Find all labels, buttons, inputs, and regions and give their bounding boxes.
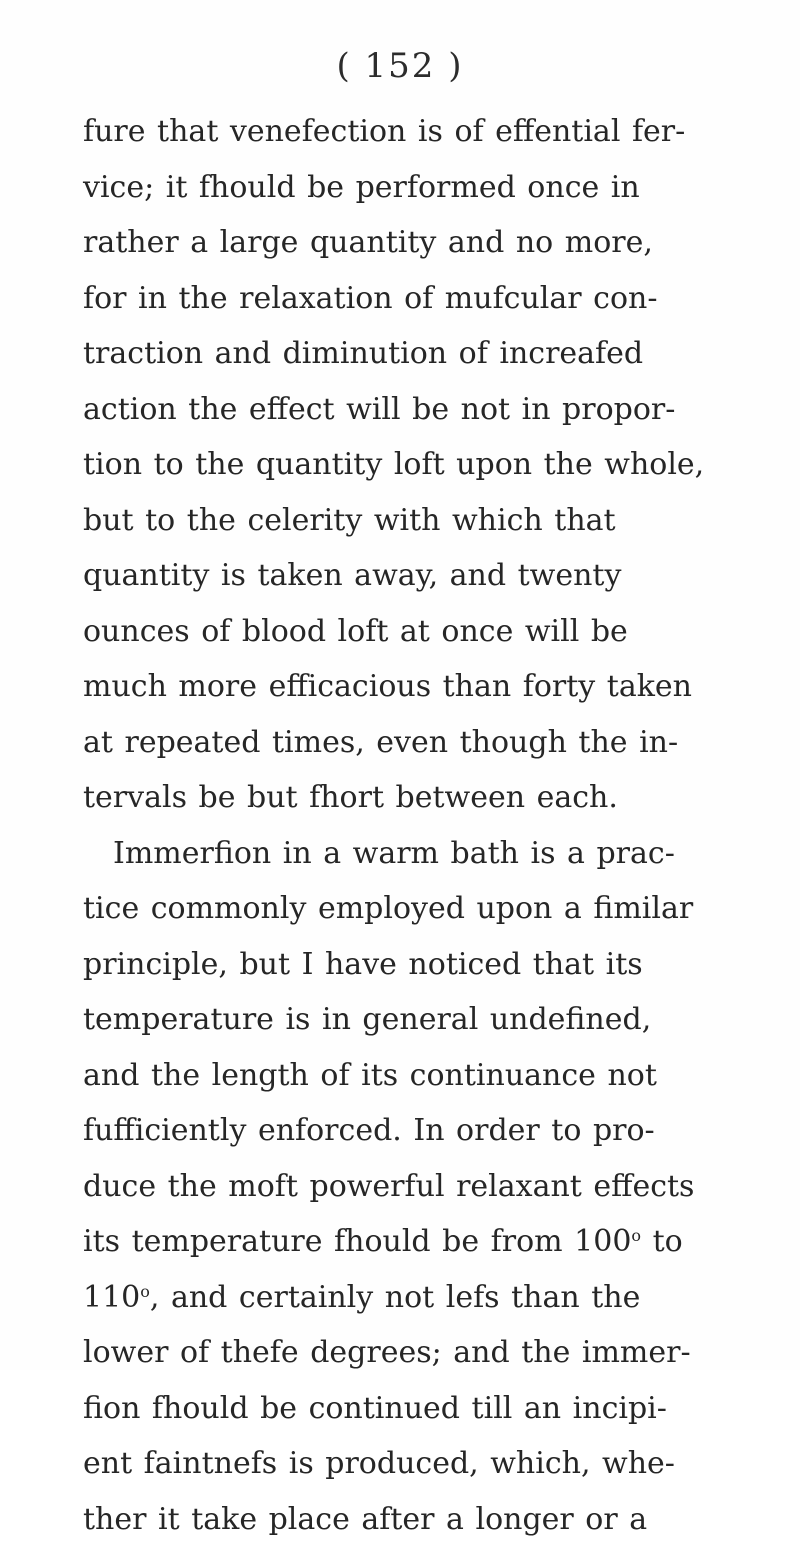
text-line: and the length of its continuance not [83,1048,783,1104]
paragraph-start-line: Immerfion in a warm bath is a prac- [83,826,783,882]
degree-mark: o [140,1282,150,1301]
text-line: at repeated times, even though the in- [83,715,783,771]
text-line: traction and diminution of increafed [83,326,783,382]
text-segment: 110 [83,1280,140,1315]
text-line: principle, but I have noticed that its [83,937,783,993]
page-number: ( 152 ) [0,46,800,86]
text-line: fion fhould be continued till an incipi- [83,1381,783,1437]
text-line: quantity is taken away, and twenty [83,548,783,604]
text-segment: , and certainly not lefs than the [150,1280,640,1315]
text-line: tice commonly employed upon a fimilar [83,881,783,937]
text-line: action the effect will be not in propor- [83,382,783,438]
text-line: ther it take place after a longer or a [83,1492,783,1547]
text-line: fufficiently enforced. In order to pro- [83,1103,783,1159]
text-line: lower of thefe degrees; and the immer- [83,1325,783,1381]
text-line: tervals be but fhort between each. [83,770,783,826]
text-line: for in the relaxation of mufcular con- [83,271,783,327]
text-line-with-degree [83,1270,783,1326]
text-line-with-degree [83,1214,783,1270]
degree-mark: o [631,1226,641,1245]
text-line: tion to the quantity loft upon the whole, [83,437,783,493]
text-line: rather a large quantity and no more, [83,215,783,271]
text-line: temperature is in general undefined, [83,992,783,1048]
body-text [83,104,783,1547]
text-line: but to the celerity with which that [83,493,783,549]
text-line: fure that venefection is of effential fer- [83,104,783,160]
text-line: ent faintnefs is produced, which, whe- [83,1436,783,1492]
text-segment: its temperature fhould be from 100 [83,1224,631,1259]
text-line: vice; it fhould be performed once in [83,160,783,216]
text-segment: to [641,1224,683,1259]
text-line: much more efficacious than forty taken [83,659,783,715]
text-line: ounces of blood loft at once will be [83,604,783,660]
text-line: duce the moft powerful relaxant effects [83,1159,783,1215]
